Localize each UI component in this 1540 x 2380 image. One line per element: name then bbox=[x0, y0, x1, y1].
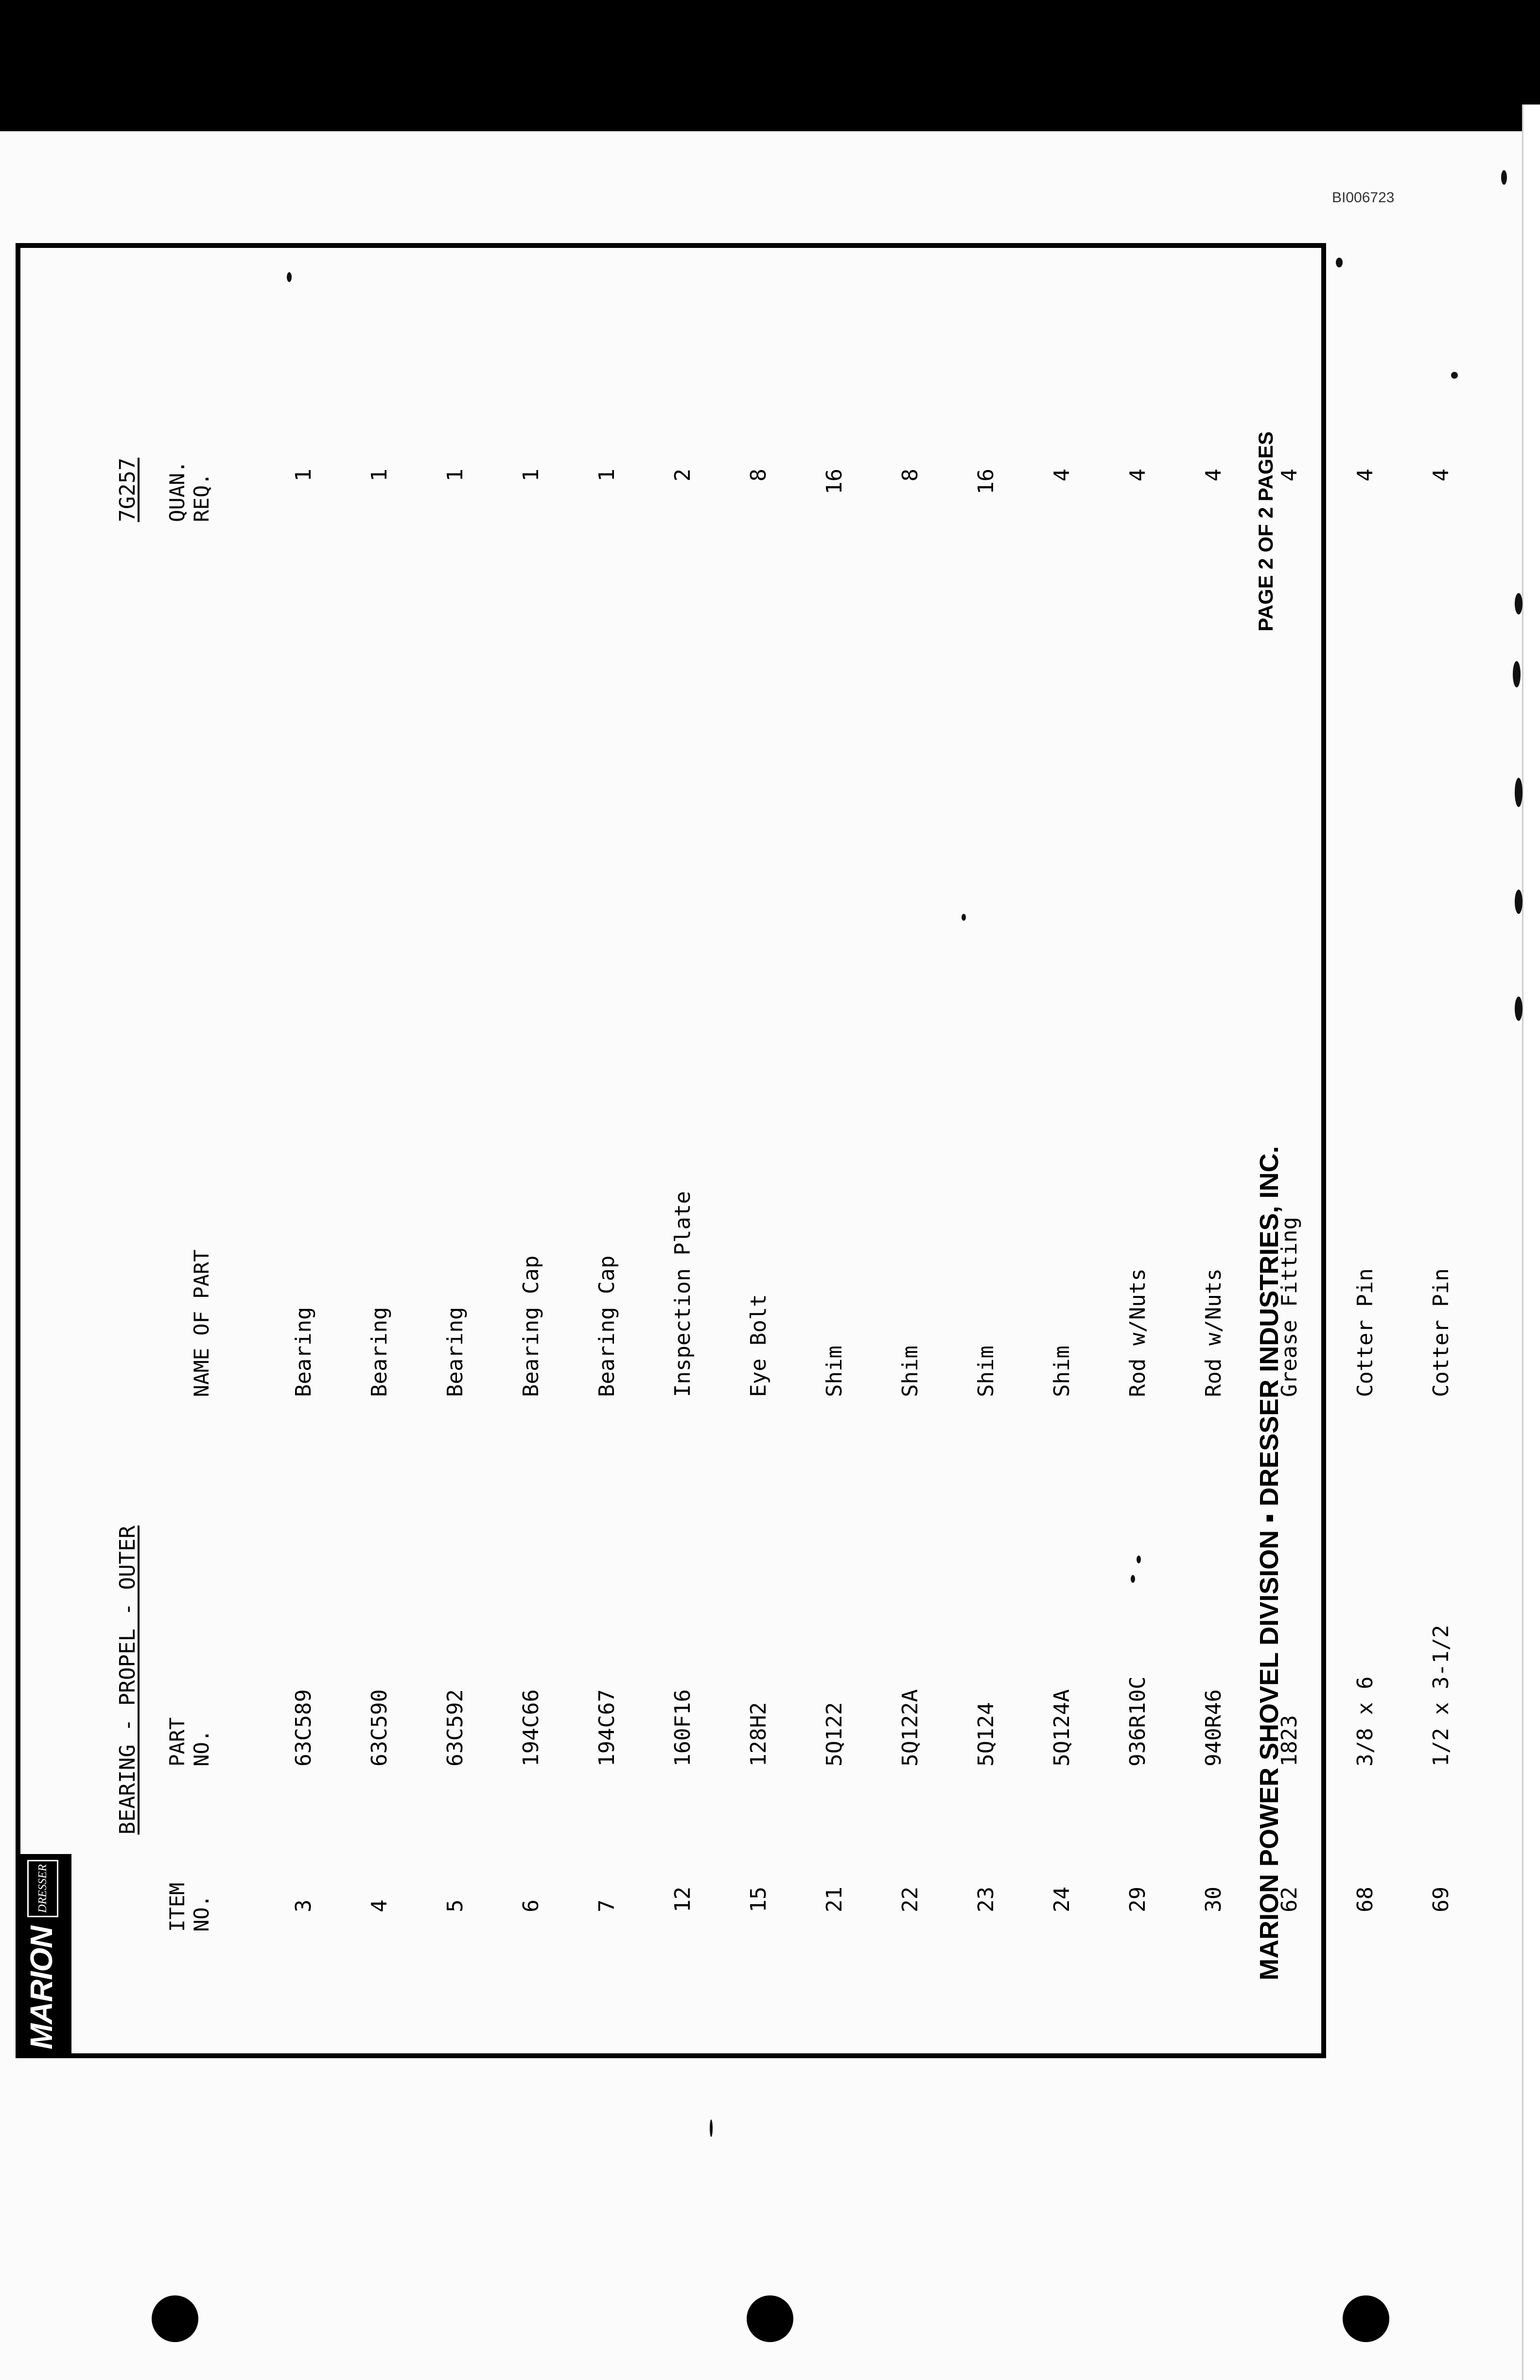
scan-mark bbox=[1336, 258, 1343, 267]
item-number: 68 bbox=[1353, 1887, 1378, 1912]
quantity: 4 bbox=[1353, 469, 1378, 482]
part-number: 940R46 bbox=[1201, 1689, 1226, 1767]
part-number: 5Q124A bbox=[1050, 1689, 1074, 1767]
scan-mark bbox=[1515, 593, 1522, 614]
part-name: Shim bbox=[1050, 1346, 1074, 1397]
bates-number: BI006723 bbox=[1332, 190, 1395, 206]
item-number: 21 bbox=[822, 1887, 847, 1912]
part-name: Inspection Plate bbox=[670, 1191, 695, 1397]
part-name: Bearing Cap bbox=[595, 1255, 619, 1397]
scan-mark bbox=[1515, 997, 1522, 1021]
part-name: Rod w/Nuts bbox=[1125, 1268, 1150, 1397]
part-number: 5Q122 bbox=[822, 1702, 847, 1767]
page-counter: PAGE 2 OF 2 PAGES bbox=[1254, 431, 1277, 631]
part-number: 1823 bbox=[1277, 1715, 1302, 1767]
logo-sub-brand: DRESSER bbox=[27, 1860, 58, 1917]
item-number: 24 bbox=[1050, 1887, 1074, 1912]
part-name: Eye Bolt bbox=[746, 1294, 771, 1397]
quantity: 1 bbox=[519, 469, 543, 482]
item-number: 4 bbox=[367, 1899, 392, 1912]
item-column bbox=[241, 1864, 1505, 1912]
part-name: Bearing bbox=[291, 1307, 316, 1397]
header-item-no: ITEM NO. bbox=[165, 1882, 213, 1932]
part-name: Cotter Pin bbox=[1353, 1268, 1378, 1397]
part-name: Bearing Cap bbox=[519, 1255, 543, 1397]
marion-logo bbox=[16, 1854, 71, 2058]
part-number: 3/8 x 6 bbox=[1353, 1676, 1378, 1767]
item-number: 12 bbox=[670, 1887, 695, 1912]
punch-hole bbox=[152, 2295, 198, 2342]
punch-hole bbox=[1343, 2295, 1389, 2342]
part-number: 5Q124 bbox=[974, 1702, 998, 1767]
part-name: Rod w/Nuts bbox=[1201, 1268, 1226, 1397]
scan-dark-band bbox=[0, 0, 1540, 131]
page-edge bbox=[1522, 105, 1540, 2380]
item-number: 23 bbox=[974, 1887, 998, 1912]
quantity: 1 bbox=[291, 469, 316, 482]
part-number: 194C67 bbox=[595, 1689, 619, 1767]
scan-mark bbox=[1451, 372, 1458, 379]
document-title: BEARING - PROPEL - OUTER bbox=[115, 1525, 140, 1835]
logo-brand: MARION bbox=[24, 1926, 59, 2049]
quantity: 8 bbox=[898, 469, 923, 482]
quantity: 8 bbox=[746, 469, 771, 482]
part-number-column bbox=[241, 1625, 1505, 1767]
quantity: 1 bbox=[595, 469, 619, 482]
item-number: 69 bbox=[1429, 1887, 1453, 1912]
scan-mark bbox=[1515, 778, 1522, 807]
quantity: 4 bbox=[1277, 469, 1302, 482]
item-number: 15 bbox=[746, 1887, 771, 1912]
quantity: 2 bbox=[670, 469, 695, 482]
quantity: 16 bbox=[822, 469, 847, 494]
quantity: 4 bbox=[1050, 469, 1074, 482]
item-number: 29 bbox=[1125, 1887, 1150, 1912]
part-number: 1/2 x 3-1/2 bbox=[1429, 1625, 1453, 1767]
quantity: 4 bbox=[1125, 469, 1150, 482]
document-code: 7G257 bbox=[115, 457, 140, 522]
header-part-no: PART NO. bbox=[165, 1717, 213, 1767]
part-number: 160F16 bbox=[670, 1689, 695, 1767]
quantity: 16 bbox=[974, 469, 998, 494]
parts-list-sheet bbox=[16, 243, 1453, 2058]
part-name: Shim bbox=[822, 1346, 847, 1397]
scan-mark bbox=[1501, 170, 1507, 185]
part-number: 936R10C bbox=[1125, 1676, 1150, 1767]
part-number: 63C589 bbox=[291, 1689, 316, 1767]
scan-mark bbox=[1513, 661, 1521, 687]
quantity: 4 bbox=[1201, 469, 1226, 482]
quantity: 1 bbox=[367, 469, 392, 482]
quantity: 1 bbox=[443, 469, 468, 482]
quantity-column bbox=[241, 469, 1505, 522]
part-name: Bearing bbox=[443, 1307, 468, 1397]
item-number: 62 bbox=[1277, 1887, 1302, 1912]
part-number: 194C66 bbox=[519, 1689, 543, 1767]
item-number: 30 bbox=[1201, 1887, 1226, 1912]
part-number: 128H2 bbox=[746, 1702, 771, 1767]
part-name: Bearing bbox=[367, 1307, 392, 1397]
item-number: 7 bbox=[595, 1899, 619, 1912]
part-name: Shim bbox=[898, 1346, 923, 1397]
item-number: 5 bbox=[443, 1899, 468, 1912]
item-number: 6 bbox=[519, 1899, 543, 1912]
part-name: Shim bbox=[974, 1346, 998, 1397]
part-name: Cotter Pin bbox=[1429, 1268, 1453, 1397]
part-number: 63C592 bbox=[443, 1689, 468, 1767]
part-name-column bbox=[241, 1191, 1505, 1397]
item-number: 3 bbox=[291, 1899, 316, 1912]
item-number: 22 bbox=[898, 1887, 923, 1912]
part-number: 5Q122A bbox=[898, 1689, 923, 1767]
part-number: 63C590 bbox=[367, 1689, 392, 1767]
scan-mark bbox=[710, 2119, 713, 2137]
scan-mark bbox=[1515, 890, 1522, 914]
header-quantity: QUAN. REQ. bbox=[165, 460, 213, 522]
company-footer: MARION POWER SHOVEL DIVISION ▪ DRESSER INDUSTRIES, INC. bbox=[1255, 1146, 1284, 1980]
header-name-of-part: NAME OF PART bbox=[190, 1249, 213, 1397]
part-name: Grease Fitting bbox=[1277, 1217, 1302, 1397]
quantity: 4 bbox=[1429, 469, 1453, 482]
punch-hole bbox=[747, 2295, 793, 2342]
